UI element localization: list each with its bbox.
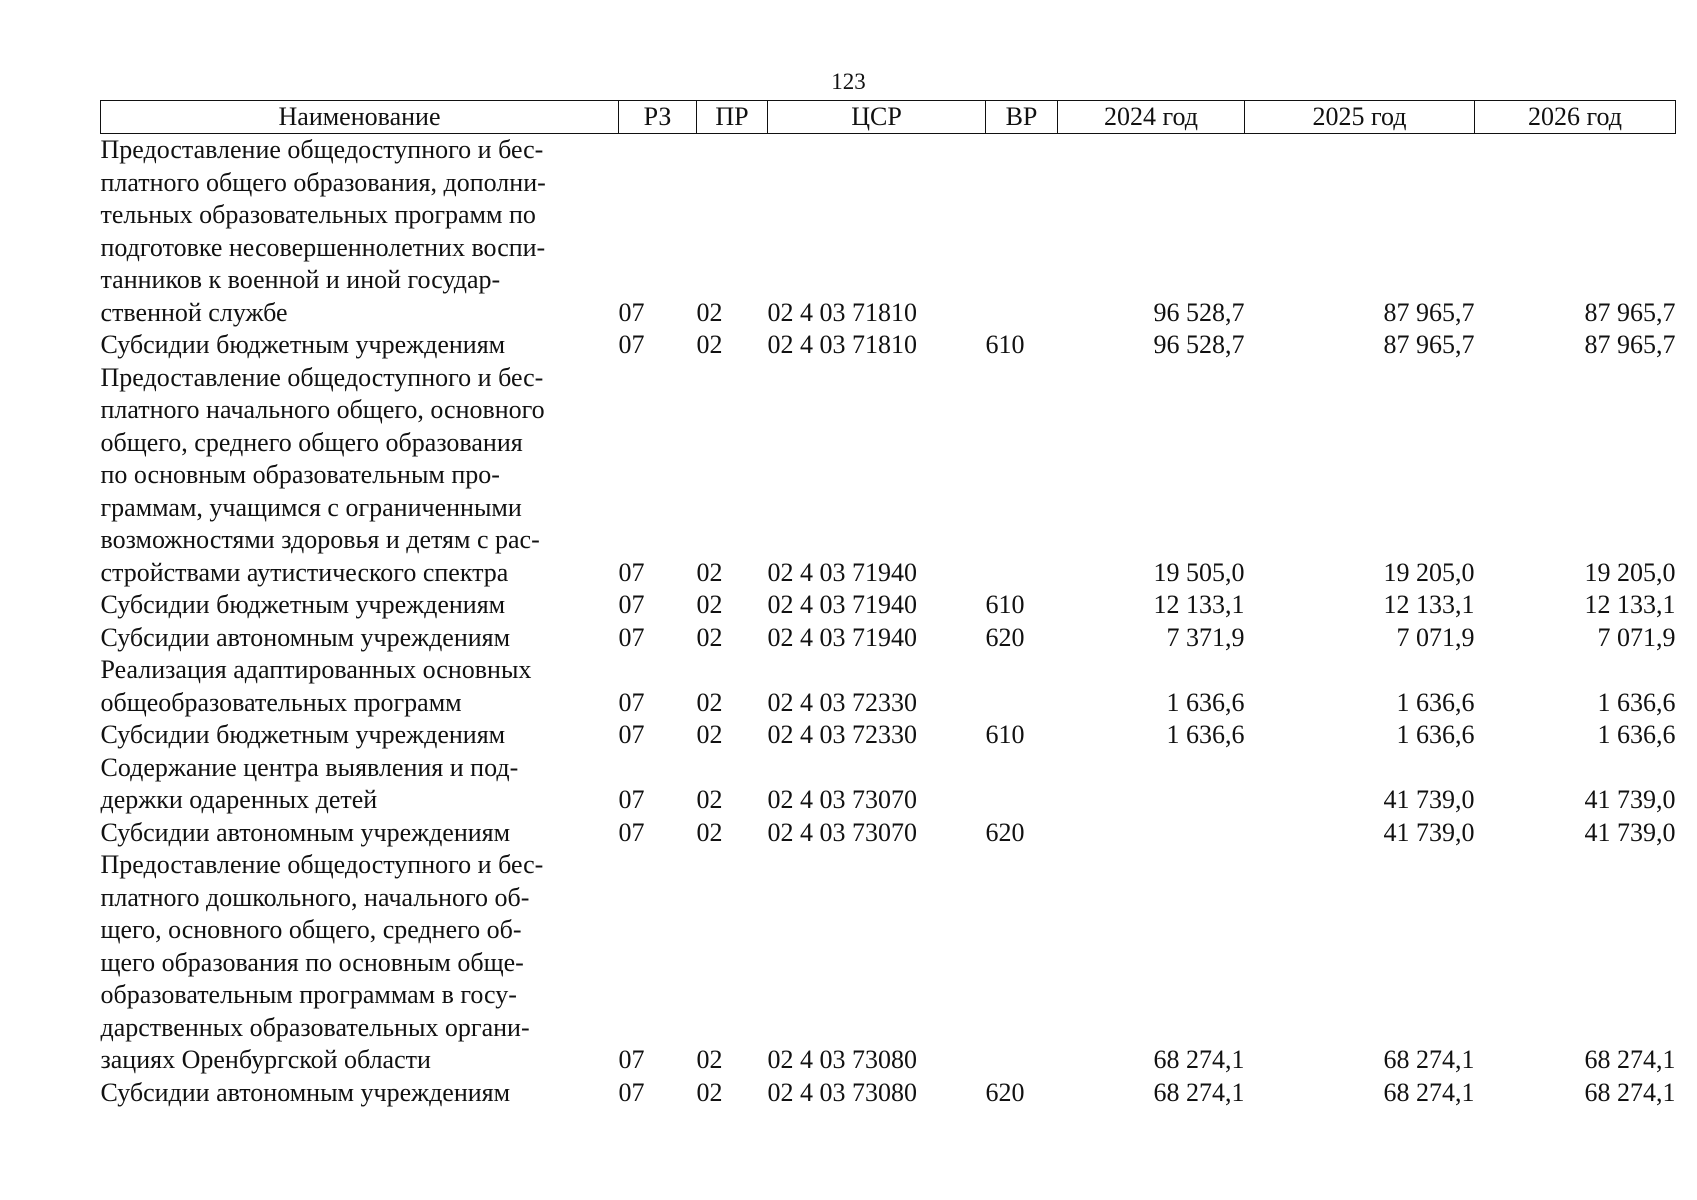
cell-vr: 620 — [985, 1077, 1025, 1107]
cell-vr: 610 — [985, 590, 1025, 619]
cell-2024: 12 133,1 — [1153, 590, 1245, 619]
cell-2024: 19 505,0 — [1153, 557, 1245, 587]
cell-name — [101, 817, 619, 850]
cell-csr: 02 4 03 71940 — [767, 590, 917, 619]
header-row — [101, 101, 1676, 134]
cell-rz: 07 — [618, 720, 645, 749]
cell-name — [101, 752, 619, 817]
cell-2025: 12 133,1 — [1383, 590, 1475, 619]
name-line: Субсидии автономным учреждениям — [100, 817, 511, 847]
cell-rz: 07 — [618, 687, 645, 717]
cell-csr: 02 4 03 73080 — [767, 1077, 917, 1107]
cell-2025: 1 636,6 — [1396, 720, 1475, 749]
name-line: подготовке несовершеннолетних воспи- — [100, 232, 546, 262]
header-pr: ПР — [697, 101, 768, 134]
name-line: платного общего образования, дополни- — [100, 167, 546, 197]
table-row — [101, 134, 1676, 330]
cell-csr: 02 4 03 72330 — [767, 720, 917, 749]
table-row — [101, 1077, 1676, 1110]
table-row — [101, 589, 1676, 622]
cell-csr: 02 4 03 71810 — [767, 297, 917, 327]
cell-name — [101, 622, 619, 655]
cell-2025: 87 965,7 — [1383, 330, 1475, 359]
cell-2025: 7 071,9 — [1396, 622, 1475, 652]
cell-vr: 620 — [985, 817, 1025, 847]
name-line: ственной службе — [100, 297, 288, 327]
cell-name — [101, 362, 619, 590]
cell-rz: 07 — [618, 330, 645, 359]
cell-name — [101, 719, 619, 752]
header-vr: ВР — [986, 101, 1058, 134]
name-line: танников к военной и иной государ- — [100, 265, 501, 294]
cell-rz: 07 — [618, 297, 645, 327]
cell-2024: 1 636,6 — [1166, 720, 1245, 749]
name-line: Предоставление общедоступного и бес- — [100, 135, 544, 164]
table-row — [101, 719, 1676, 752]
table-row — [101, 817, 1676, 850]
cell-name — [101, 134, 619, 330]
cell-rz: 07 — [618, 785, 645, 814]
name-line: Реализация адаптированных основных — [100, 655, 532, 684]
name-line: граммам, учащимся с ограниченными — [100, 492, 522, 522]
cell-csr: 02 4 03 71810 — [767, 330, 917, 359]
cell-pr: 02 — [696, 1045, 723, 1074]
cell-2025: 1 636,6 — [1396, 687, 1475, 717]
name-line: дарственных образовательных органи- — [100, 1012, 530, 1042]
cell-2026: 41 739,0 — [1584, 785, 1676, 814]
cell-name — [101, 849, 619, 1077]
table-row — [101, 329, 1676, 362]
header-2024: 2024 год — [1058, 101, 1245, 134]
cell-vr — [986, 654, 1058, 719]
name-line: по основным образовательным про- — [100, 460, 500, 489]
name-line: платного начального общего, основного — [100, 395, 545, 424]
cell-vr — [986, 134, 1058, 330]
cell-2024: 96 528,7 — [1153, 330, 1245, 359]
cell-2026: 19 205,0 — [1584, 557, 1676, 587]
name-line: щего, основного общего, среднего об- — [100, 915, 522, 944]
name-line: тельных образовательных программ по — [100, 200, 536, 229]
name-line: образовательным программам в госу- — [100, 980, 517, 1009]
cell-2026: 68 274,1 — [1584, 1045, 1676, 1074]
cell-vr: 610 — [985, 330, 1025, 359]
cell-2024: 96 528,7 — [1153, 297, 1245, 327]
table-row — [101, 849, 1676, 1077]
name-line: стройствами аутистического спектра — [100, 557, 509, 587]
cell-name — [101, 329, 619, 362]
cell-2024 — [1058, 752, 1245, 817]
cell-2025: 68 274,1 — [1383, 1077, 1475, 1107]
cell-pr: 02 — [696, 590, 723, 619]
name-line: общеобразовательных программ — [100, 687, 462, 717]
name-line: зациях Оренбургской области — [100, 1045, 431, 1074]
cell-2024: 68 274,1 — [1153, 1045, 1245, 1074]
cell-csr: 02 4 03 71940 — [767, 622, 917, 652]
header-csr: ЦСР — [768, 101, 986, 134]
name-line: Предоставление общедоступного и бес- — [100, 850, 544, 879]
cell-vr: 610 — [985, 720, 1025, 749]
name-line: платного дошкольного, начального об- — [100, 882, 530, 912]
name-line: Предоставление общедоступного и бес- — [100, 362, 544, 392]
cell-pr: 02 — [696, 785, 723, 814]
cell-2026: 1 636,6 — [1597, 720, 1676, 749]
cell-vr — [986, 849, 1058, 1077]
table-row — [101, 622, 1676, 655]
cell-vr — [986, 362, 1058, 590]
cell-vr — [986, 752, 1058, 817]
cell-2026: 87 965,7 — [1584, 297, 1676, 327]
table-header — [101, 101, 1676, 134]
cell-2025: 41 739,0 — [1383, 817, 1475, 847]
table-row — [101, 654, 1676, 719]
name-line: общего, среднего общего образования — [100, 427, 523, 457]
cell-rz: 07 — [618, 622, 645, 652]
cell-name — [101, 589, 619, 622]
cell-2025: 87 965,7 — [1383, 297, 1475, 327]
cell-2024 — [1058, 817, 1245, 850]
cell-pr: 02 — [696, 720, 723, 749]
name-line: щего образования по основным обще- — [100, 947, 524, 977]
name-line: Субсидии автономным учреждениям — [100, 622, 511, 652]
cell-csr: 02 4 03 73070 — [767, 785, 917, 814]
cell-2024: 7 371,9 — [1166, 622, 1245, 652]
cell-pr: 02 — [696, 622, 723, 652]
cell-pr: 02 — [696, 817, 723, 847]
cell-rz: 07 — [618, 1045, 645, 1074]
cell-2026: 41 739,0 — [1584, 817, 1676, 847]
table-row — [101, 752, 1676, 817]
cell-vr: 620 — [985, 622, 1025, 652]
table-body — [101, 134, 1676, 1110]
header-2025: 2025 год — [1245, 101, 1475, 134]
cell-2026: 7 071,9 — [1597, 622, 1676, 652]
name-line: Субсидии бюджетным учреждениям — [100, 720, 506, 749]
name-line: Субсидии автономным учреждениям — [100, 1077, 511, 1107]
cell-name — [101, 654, 619, 719]
header-2026: 2026 год — [1475, 101, 1676, 134]
table-row — [101, 362, 1676, 590]
cell-rz: 07 — [618, 817, 645, 847]
name-line: возможностями здоровья и детям с рас- — [100, 525, 540, 554]
cell-rz: 07 — [618, 590, 645, 619]
name-line: Содержание центра выявления и под- — [100, 752, 519, 782]
cell-csr: 02 4 03 73080 — [767, 1045, 917, 1074]
cell-2024: 1 636,6 — [1166, 687, 1245, 717]
cell-2025: 68 274,1 — [1383, 1045, 1475, 1074]
cell-2025: 41 739,0 — [1383, 785, 1475, 814]
cell-2024: 68 274,1 — [1153, 1077, 1245, 1107]
cell-name — [101, 1077, 619, 1110]
cell-pr: 02 — [696, 1077, 723, 1107]
header-name: Наименование — [101, 101, 619, 134]
page-number: 123 — [831, 69, 866, 94]
cell-pr: 02 — [696, 297, 723, 327]
budget-table — [100, 100, 1676, 1109]
header-rz: РЗ — [619, 101, 697, 134]
name-line: держки одаренных детей — [100, 785, 378, 814]
cell-2026: 1 636,6 — [1597, 687, 1676, 717]
cell-pr: 02 — [696, 687, 723, 717]
cell-csr: 02 4 03 71940 — [767, 557, 917, 587]
cell-2026: 87 965,7 — [1584, 330, 1676, 359]
cell-rz: 07 — [618, 557, 645, 587]
cell-pr: 02 — [696, 557, 723, 587]
cell-csr: 02 4 03 72330 — [767, 687, 917, 717]
cell-2026: 12 133,1 — [1584, 590, 1676, 619]
name-line: Субсидии бюджетным учреждениям — [100, 590, 506, 619]
cell-pr: 02 — [696, 330, 723, 359]
cell-2025: 19 205,0 — [1383, 557, 1475, 587]
cell-rz: 07 — [618, 1077, 645, 1107]
cell-csr: 02 4 03 73070 — [767, 817, 917, 847]
cell-2026: 68 274,1 — [1584, 1077, 1676, 1107]
name-line: Субсидии бюджетным учреждениям — [100, 330, 506, 359]
